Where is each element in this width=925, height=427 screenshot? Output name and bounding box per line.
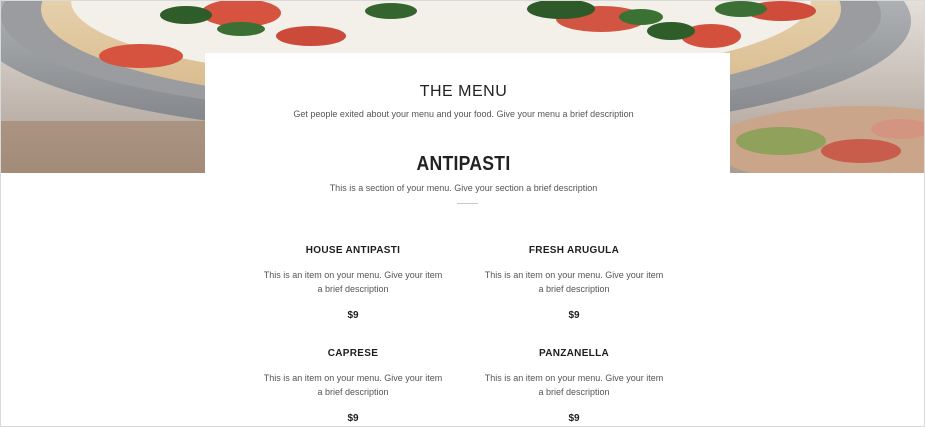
menu-item-name: CAPRESE bbox=[327, 348, 379, 359]
section-title: ANTIPASTI bbox=[416, 153, 511, 175]
menu-item-price: $9 bbox=[347, 310, 359, 321]
menu-item-name: PANZANELLA bbox=[538, 348, 610, 359]
menu-item-description: This is an item on your menu. Give your item a brief description bbox=[263, 270, 443, 294]
menu-item bbox=[484, 347, 664, 424]
section-description: This is a section of your menu. Give your section a brief description bbox=[329, 183, 598, 193]
menu-item-price: $9 bbox=[568, 413, 580, 424]
menu-item bbox=[263, 244, 443, 321]
menu-item-name: FRESH ARUGULA bbox=[528, 245, 620, 256]
section-divider bbox=[457, 203, 478, 204]
menu-description: Get people exited about your menu and your food. Give your menu a brief description bbox=[293, 109, 634, 119]
menu-item-price: $9 bbox=[347, 413, 359, 424]
menu-item-description: This is an item on your menu. Give your item a brief description bbox=[263, 373, 443, 397]
menu-item bbox=[484, 244, 664, 321]
menu-item-description: This is an item on your menu. Give your item a brief description bbox=[484, 373, 664, 397]
menu-item-price: $9 bbox=[568, 310, 580, 321]
menu-item-description: This is an item on your menu. Give your item a brief description bbox=[484, 270, 664, 294]
menu-item bbox=[263, 347, 443, 424]
menu-item-name: HOUSE ANTIPASTI bbox=[305, 245, 401, 256]
menu-title: THE MENU bbox=[419, 83, 508, 100]
